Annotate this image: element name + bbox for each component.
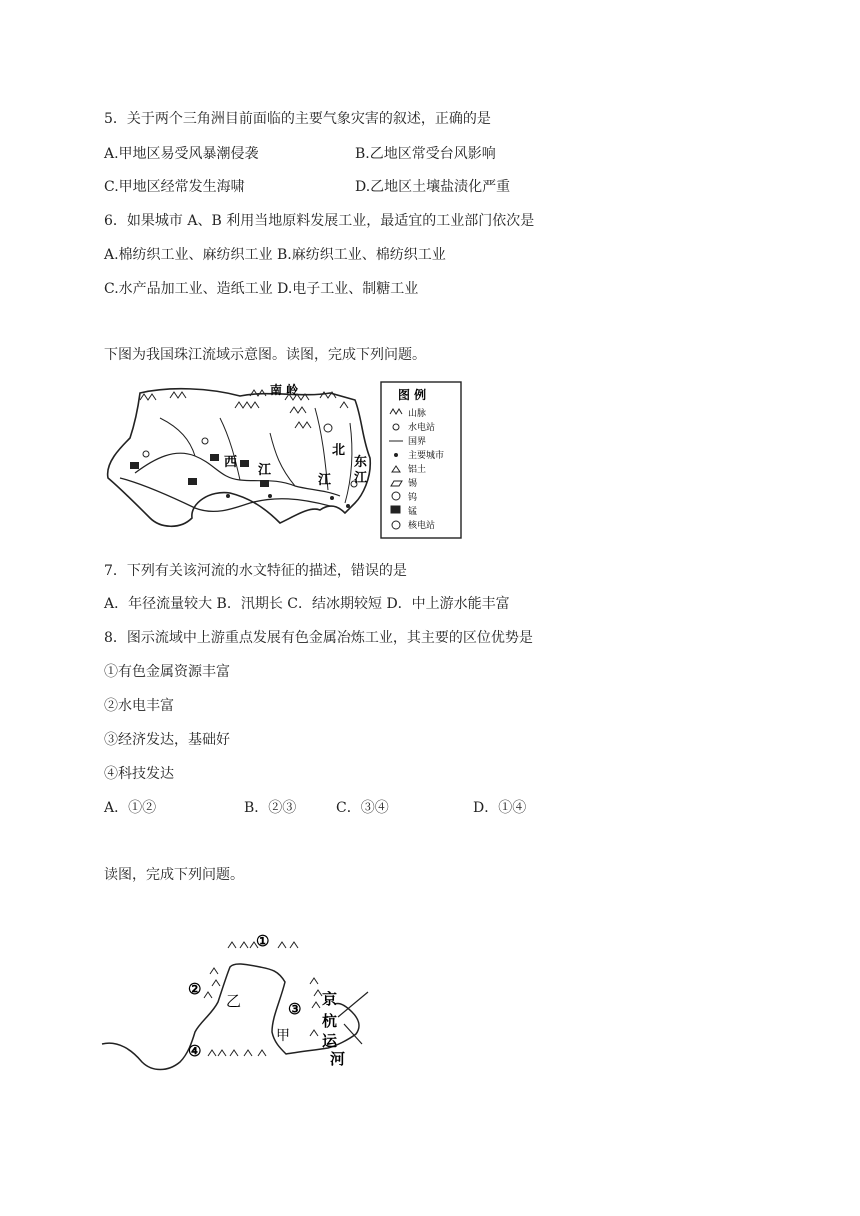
q5-stem: 5．关于两个三角洲目前面临的主要气象灾害的叙述，正确的是 — [104, 111, 491, 127]
q8-option-b: B．②③ — [244, 800, 297, 816]
nuclear-symbol — [324, 424, 332, 432]
mountain-range-symbols — [204, 942, 322, 1056]
q6-options-cd: C.水产品加工业、造纸工业 D.电子工业、制糖工业 — [104, 281, 419, 297]
q8-option-c: C．③④ — [336, 800, 389, 816]
q8-stem: 8．图示流域中上游重点发展有色金属冶炼工业，其主要的区位优势是 — [104, 630, 533, 646]
label-circle-4: ④ — [188, 1042, 202, 1060]
legend-item-7: 锰 — [408, 507, 418, 517]
manganese-symbols — [130, 454, 269, 487]
q8-option-d: D．①④ — [473, 800, 527, 816]
basin-outline — [108, 389, 371, 527]
legend-item-0: 山脉 — [408, 409, 427, 419]
tributary — [160, 418, 195, 456]
label-jing: 京 — [322, 990, 338, 1008]
q8-item-4: ④科技发达 — [104, 766, 174, 782]
legend-title: 图 例 — [398, 388, 427, 402]
q8-item-3: ③经济发达，基础好 — [104, 732, 230, 748]
label-dong: 东 — [354, 455, 368, 470]
intro-pearl-river: 下图为我国珠江流域示意图。读图，完成下列问题。 — [104, 347, 426, 363]
legend-item-2: 国界 — [408, 437, 427, 447]
q8-option-a: A．①② — [104, 800, 157, 816]
dong-river — [345, 423, 352, 503]
tributary — [220, 418, 240, 480]
label-yun: 运 — [322, 1032, 338, 1050]
pearl-river-basin-map — [100, 378, 465, 543]
q6-options-ab: A.棉纺织工业、麻纺织工业 B.麻纺织工业、棉纺织工业 — [104, 247, 446, 263]
legend-item-4: 铝土 — [408, 465, 427, 475]
label-jiang: 江 — [258, 463, 272, 478]
label-jiang-3: 江 — [354, 471, 368, 486]
label-jiang-2: 江 — [318, 473, 332, 488]
coastline — [102, 964, 359, 1070]
q5-option-a: A.甲地区易受风暴潮侵袭 — [104, 146, 259, 162]
legend-item-1: 水电站 — [408, 423, 436, 433]
coastline — [120, 478, 330, 511]
q5-option-d: D.乙地区土壤盐渍化严重 — [355, 179, 511, 195]
label-xi: 西 — [224, 455, 238, 470]
legend-item-6: 钨 — [408, 493, 418, 503]
label-circle-3: ③ — [288, 1000, 302, 1018]
label-bei: 北 — [332, 443, 346, 458]
q7-stem: 7．下列有关该河流的水文特征的描述，错误的是 — [104, 563, 407, 579]
label-jia: 甲 — [276, 1028, 290, 1044]
legend-item-5: 锡 — [408, 479, 418, 489]
q5-option-c: C.甲地区经常发生海啸 — [104, 179, 245, 195]
xi-river — [135, 453, 340, 496]
legend-item-3: 主要城市 — [408, 451, 445, 461]
intro-read-map: 读图，完成下列问题。 — [104, 867, 244, 883]
label-circle-2: ② — [188, 980, 202, 998]
label-he: 河 — [330, 1050, 346, 1068]
tributary — [270, 433, 295, 486]
label-yi: 乙 — [226, 992, 242, 1010]
label-circle-1: ① — [256, 932, 270, 950]
legend-item-8: 核电站 — [408, 521, 436, 531]
q8-item-1: ①有色金属资源丰富 — [104, 664, 230, 680]
q6-stem: 6．如果城市 A、B 利用当地原料发展工业，最适宜的工业部门依次是 — [104, 213, 535, 229]
q7-options: A．年径流量较大 B．汛期长 C．结冰期较短 D．中上游水能丰富 — [104, 596, 510, 612]
label-nanling: 南 岭 — [270, 383, 299, 397]
label-hang: 杭 — [322, 1012, 338, 1030]
q8-item-2: ②水电丰富 — [104, 698, 174, 714]
q5-option-b: B.乙地区常受台风影响 — [355, 146, 496, 162]
delta-sketch-map — [100, 922, 380, 1072]
